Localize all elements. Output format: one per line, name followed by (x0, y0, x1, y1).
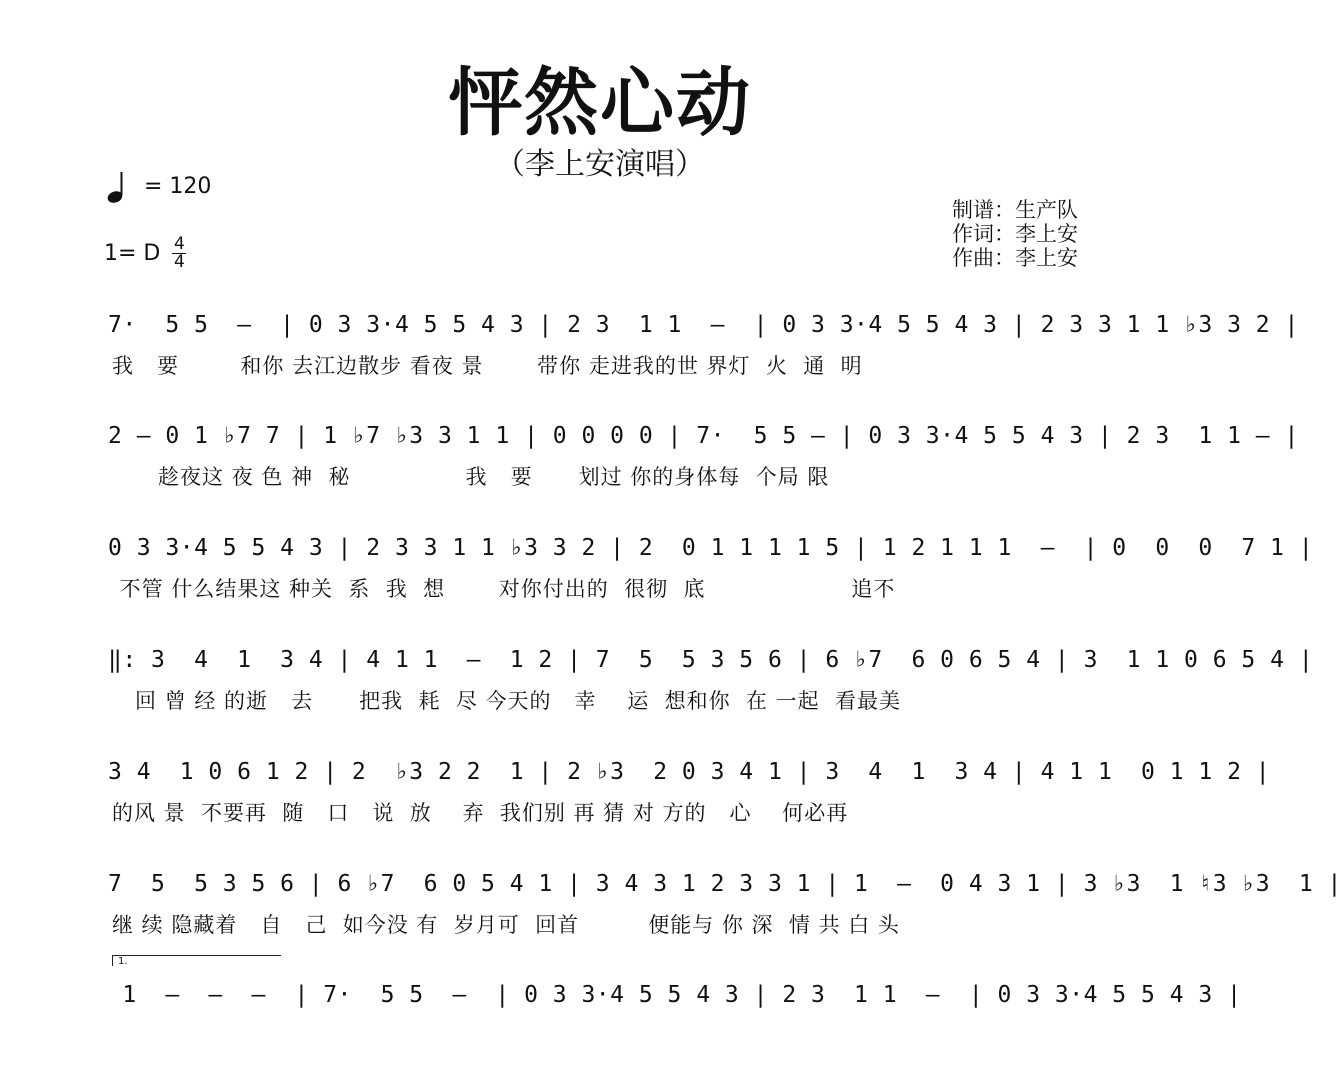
quarter-note-icon (106, 170, 132, 204)
score-notes: 7· 5 5 — | 0 3 3·4 5 5 4 3 | 2 3 1 1 — | 0 3 3·4 5 5 4 3 | 2 3 3 1 1 ♭3 3 2 | (108, 312, 1299, 338)
score-notes: 3 4 1 0 6 1 2 | 2 ♭3 2 2 1 | 2 ♭3 2 0 3 4 1 | 3 4 1 3 4 | 4 1 1 0 1 1 2 | (108, 759, 1271, 785)
score-lyrics: 继 续 隐藏着 自 己 如今没 有 岁月可 回首 便能与 你 深 情 共 白 头 (112, 913, 900, 937)
volta-bracket (112, 955, 281, 966)
volta-label: 1. (118, 956, 128, 967)
credit-composer: 作曲：李上安 (952, 246, 1078, 270)
tempo-value: = 120 (144, 174, 212, 199)
score-notes: 0 3 3·4 5 5 4 3 | 2 3 3 1 1 ♭3 3 2 | 2 0 1 1 1 1 5 | 1 2 1 1 1 — | 0 0 0 7 1 | (108, 535, 1314, 561)
song-subtitle: （李上安演唱） (495, 147, 705, 182)
key-signature (104, 236, 186, 271)
score-notes: 7 5 5 3 5 6 | 6 ♭7 6 0 5 4 1 | 3 4 3 1 2 3 3 1 | 1 — 0 4 3 1 | 3 ♭3 1 ♮3 ♭3 1 | (108, 871, 1342, 897)
time-sig-top: 4 (173, 234, 185, 254)
score-system-2 (0, 416, 1299, 526)
score-system-3 (0, 528, 1314, 638)
time-signature (172, 236, 186, 271)
score-system-5 (0, 752, 1271, 862)
score-system-4 (0, 640, 1314, 750)
score-system-1 (0, 305, 1299, 415)
score-lyrics: 回 曾 经 的逝 去 把我 耗 尽 今天的 幸 运 想和你 在 一起 看最美 (112, 689, 901, 713)
score-notes: ‖: 3 4 1 3 4 | 4 1 1 — 1 2 | 7 5 5 3 5 6 | 6 ♭7 6 0 6 5 4 | 3 1 1 0 6 5 4 | (108, 647, 1314, 673)
tempo-marking (106, 170, 211, 204)
score-lyrics: 的风 景 不要再 随 口 说 放 弃 我们别 再 猜 对 方的 心 何必再 (112, 801, 849, 825)
score-notes: 2 — 0 1 ♭7 7 | 1 ♭7 ♭3 3 1 1 | 0 0 0 0 | 7· 5 5 — | 0 3 3·4 5 5 4 3 | 2 3 1 1 — | (108, 423, 1299, 449)
credit-transcriber: 制谱：生产队 (952, 198, 1078, 222)
score-lyrics: 不管 什么结果这 种关 系 我 想 对你付出的 很彻 底 追不 (112, 577, 896, 601)
score-system-7 (0, 975, 1242, 1085)
score-notes: 1 — — — | 7· 5 5 — | 0 3 3·4 5 5 4 3 | 2 3 1 1 — | 0 3 3·4 5 5 4 3 | (108, 982, 1242, 1008)
song-title: 怦然心动 (448, 60, 752, 146)
credits (952, 198, 1078, 270)
credit-lyricist: 作词：李上安 (952, 222, 1078, 246)
key-label: 1= D (104, 240, 161, 266)
score-lyrics: 我 要 和你 去江边散步 看夜 景 带你 走进我的世 界灯 火 通 明 (112, 354, 863, 378)
time-sig-bottom: 4 (173, 252, 185, 272)
score-lyrics: 趁夜这 夜 色 神 秘 我 要 划过 你的身体每 个局 限 (112, 465, 830, 489)
